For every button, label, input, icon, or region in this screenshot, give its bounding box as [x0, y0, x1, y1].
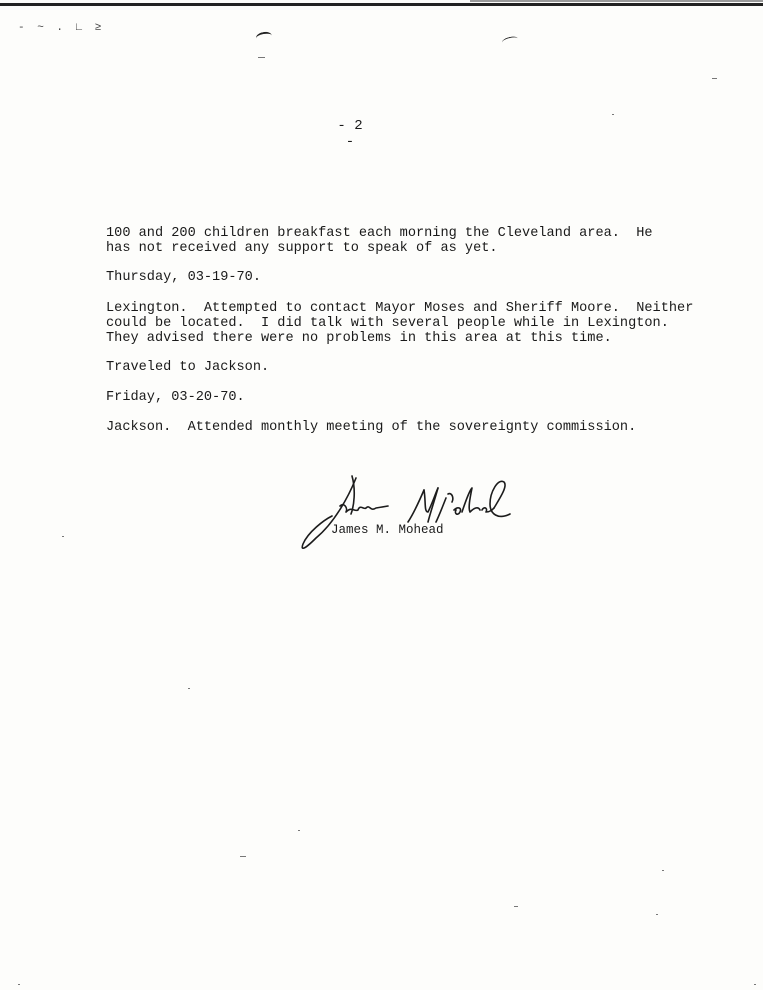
- scan-speck: [62, 536, 64, 537]
- signer-name: James M. Mohead: [331, 523, 444, 537]
- scan-speck: [514, 906, 518, 907]
- scan-speck: [188, 688, 190, 689]
- scan-speck: [240, 856, 246, 857]
- scan-speck: [712, 78, 717, 79]
- scan-speck: [754, 984, 756, 985]
- scan-speck: [656, 914, 658, 915]
- paragraph-breakfast: 100 and 200 children breakfast each morning the Cleveland area. He has not received any support to speak of as yet.: [106, 226, 653, 256]
- date-friday: Friday, 03-20-70.: [106, 390, 245, 405]
- scan-speck: [18, 984, 20, 985]
- scan-speck: [258, 57, 265, 58]
- top-edge-faint-rule: [470, 0, 763, 2]
- paragraph-traveled: Traveled to Jackson.: [106, 360, 270, 375]
- scan-speck: [612, 114, 614, 115]
- punch-mark-right: [501, 35, 518, 46]
- date-thursday: Thursday, 03-19-70.: [106, 270, 261, 285]
- scan-speck: [662, 870, 664, 871]
- paragraph-lexington: Lexington. Attempted to contact Mayor Moses and Sheriff Moore. Neither could be located. I did talk with several people while in Lexington. They advised there were no problems in this area at this time.: [106, 301, 694, 346]
- top-edge-rule: [0, 3, 763, 6]
- scan-speck: [298, 830, 300, 831]
- page-number: - 2 -: [337, 118, 363, 150]
- handwritten-signature: [296, 468, 516, 556]
- punch-mark-left: [255, 31, 272, 44]
- corner-marks: - ~ . ∟ ≥: [18, 22, 105, 34]
- paragraph-jackson: Jackson. Attended monthly meeting of the sovereignty commission.: [106, 420, 637, 435]
